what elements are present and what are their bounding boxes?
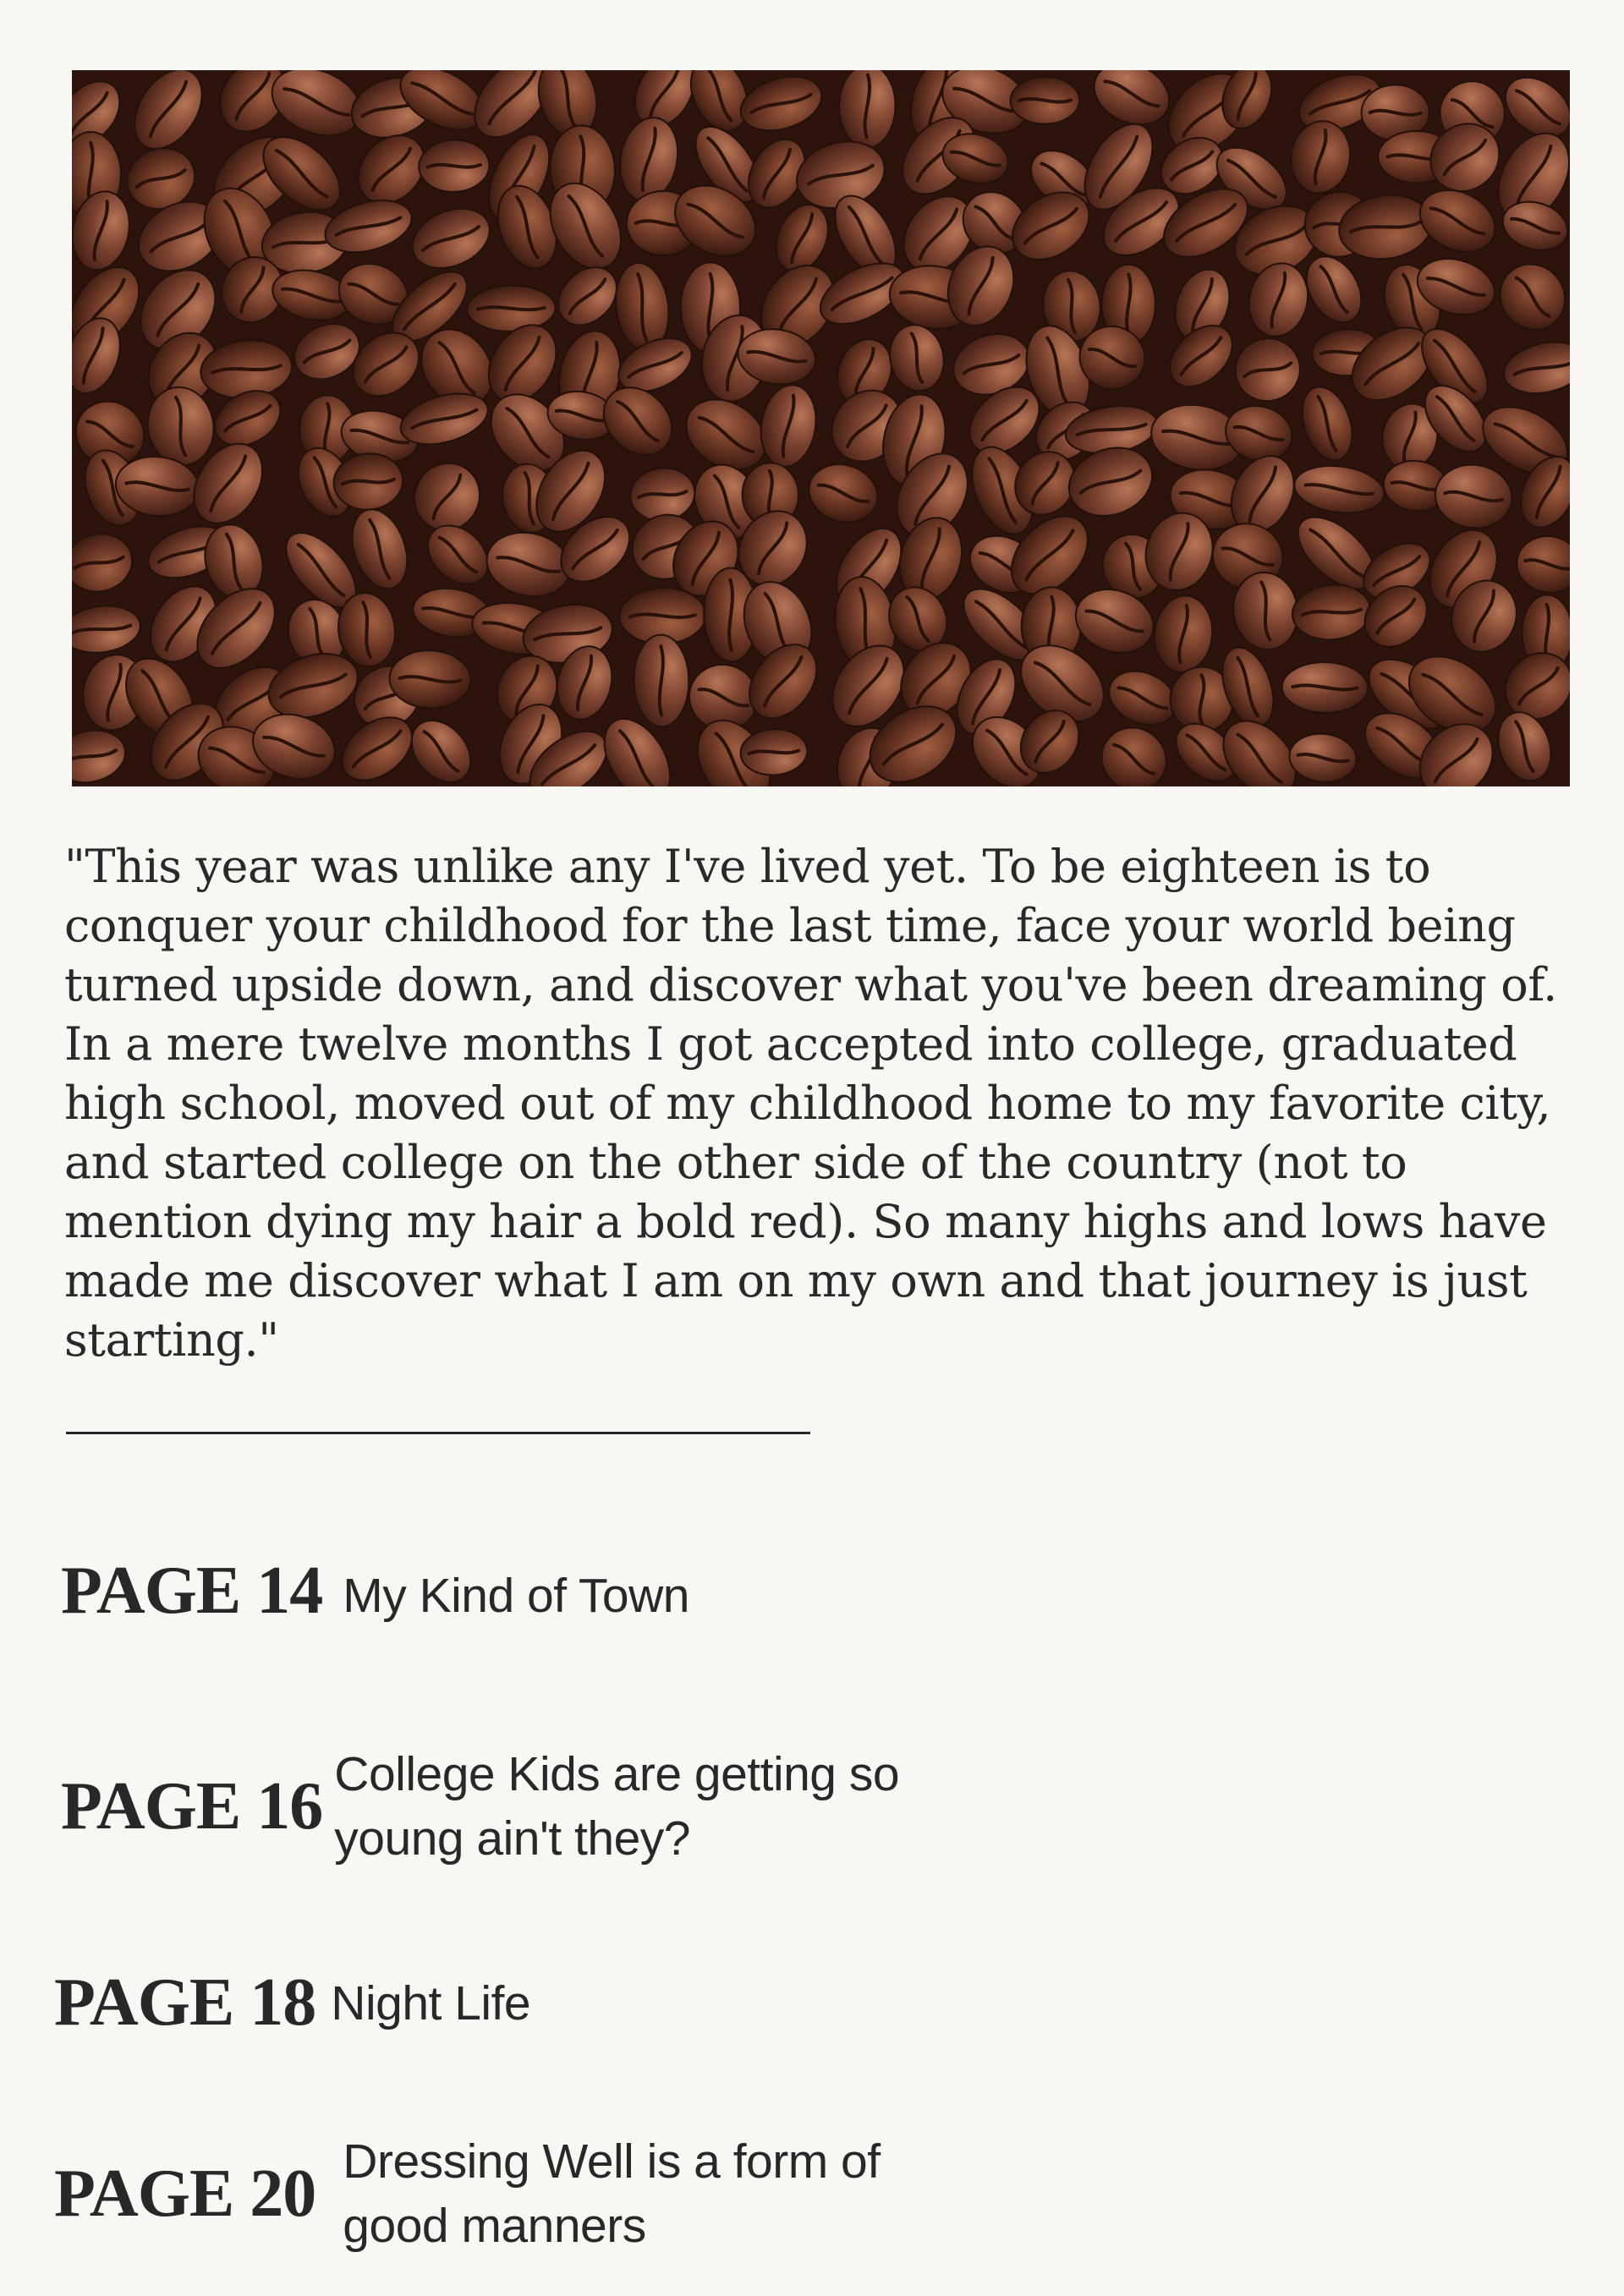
toc-entry-page-14[interactable] [61,1553,689,1630]
toc-page-number: PAGE 16 [61,1768,323,1844]
toc-article-title: College Kids are getting so young ain't they? [334,1747,900,1866]
toc-entry-page-20[interactable] [54,2129,952,2258]
toc-page-number: PAGE 14 [61,1553,323,1628]
coffee-beans-image [72,70,1570,786]
toc-article-title: Dressing Well is a form of good manners [343,2134,881,2253]
toc-page-number: PAGE 20 [54,2156,316,2231]
divider [66,1432,810,1434]
toc-article-title: My Kind of Town [343,1568,689,1623]
toc-entry-page-18[interactable] [54,1964,530,2041]
toc-page-number: PAGE 18 [54,1965,316,2040]
intro-quote: "This year was unlike any I've lived yet. To be eighteen is to conquer your childhood for the last time, face your world being turned upside down, and discover what you've been dreaming of. In a mere twelve months I got accepted into college, graduated high school, moved out of my childhood home to my favorite city, and started college on the other side of the country (not to mention dying my hair a bold red). So many highs and lows have made me discover what I am on my own and that journey is just starting." [64,840,1557,1367]
toc-article-title: Night Life [331,1975,531,2030]
toc-entry-page-16[interactable] [61,1742,943,1871]
